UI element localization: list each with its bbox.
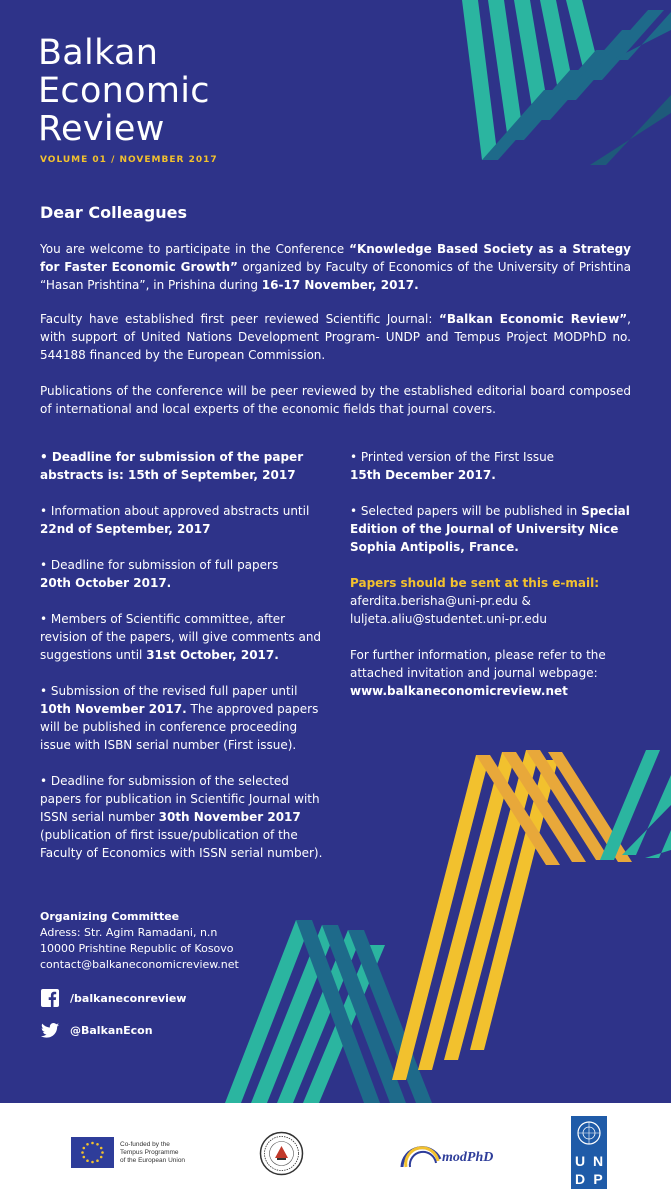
- undp-letter: N: [592, 1153, 604, 1169]
- intro-paragraph: [40, 240, 631, 294]
- info-date: 15th December 2017.: [350, 468, 496, 482]
- undp-logo: [571, 1116, 607, 1189]
- para1-text-1: You are welcome to participate in the Conference: [40, 242, 350, 256]
- top-ribbon: [462, 0, 671, 165]
- title-line-2: Economic: [38, 71, 210, 111]
- para1-text-2: organized by Faculty of Economics of the University of Prishtina “Hasan Prishtina”, in Prishina during: [40, 260, 632, 292]
- info-text: • Selected papers will be published in: [350, 504, 582, 518]
- info-column: [350, 448, 640, 718]
- title-line-3: Review: [38, 109, 165, 149]
- modphd-text: modPhD: [442, 1150, 494, 1165]
- deadline-item: [40, 772, 330, 862]
- deadline-text: • Members of Scientific committee, after revision of the papers, will give comments and suggestions until: [40, 612, 322, 662]
- deadline-item: [40, 556, 330, 592]
- abstract-deadline: • Deadline for submission of the paper abstracts is: 15th of September, 2017: [40, 450, 304, 482]
- eu-text-line: Co-funded by the: [120, 1140, 170, 1148]
- eu-tempus-logo: [71, 1137, 185, 1168]
- greeting-heading: Dear Colleagues: [40, 203, 187, 222]
- deadline-date: 30th November 2017: [158, 810, 301, 824]
- deadline-text: • Information about approved abstracts until: [40, 504, 310, 518]
- email-link-1[interactable]: aferdita.berisha@uni-pr.edu &: [350, 594, 531, 608]
- special-edition: Special Edition of the Journal of University Nice Sophia Antipolis, France.: [350, 504, 630, 554]
- deadlines-column: [40, 448, 330, 880]
- journal-title: [38, 34, 210, 148]
- journal-name: “Balkan Economic Review”: [438, 312, 628, 326]
- address-line-1: Adress: Str. Agim Ramadani, n.n: [40, 926, 218, 939]
- deadline-date: 20th October 2017.: [40, 576, 172, 590]
- contact-email[interactable]: contact@balkaneconomicreview.net: [40, 958, 239, 971]
- deadline-text: (publication of first issue/publication of the Faculty of Economics with ISSN serial number).: [40, 828, 323, 860]
- deadline-item: [40, 502, 330, 538]
- info-text: For further information, please refer to the attached invitation and journal webpage:: [350, 648, 606, 680]
- facebook-link[interactable]: [40, 988, 186, 1008]
- journal-paragraph: [40, 310, 631, 364]
- title-line-1: Balkan: [38, 33, 159, 73]
- volume-label: VOLUME 01 / NOVEMBER 2017: [40, 155, 218, 165]
- twitter-link[interactable]: [40, 1020, 153, 1040]
- eu-text-line: of the European Union: [120, 1156, 186, 1164]
- undp-letters: [571, 1152, 607, 1188]
- eu-flag-icon: [71, 1137, 114, 1168]
- university-seal-logo: [259, 1131, 304, 1176]
- para2-text-2: , with support of United Nations Development Program- UNDP and Tempus Project MODPhD no. 544188 financed by the European Commission.: [40, 312, 631, 362]
- eu-cofunded-text: [120, 1141, 185, 1165]
- deadline-text: • Deadline for submission of full papers: [40, 558, 279, 572]
- website-block: [350, 646, 640, 700]
- para2-text-1: Faculty have established first peer reviewed Scientific Journal:: [40, 312, 439, 326]
- deadline-date: 10th November 2017.: [40, 702, 187, 716]
- conference-name: “Knowledge Based Society as a Strategy for Faster Economic Growth”: [40, 242, 631, 274]
- email-block: [350, 574, 640, 628]
- bottom-ribbon-yellow: [392, 750, 632, 1080]
- undp-letter: U: [574, 1153, 586, 1169]
- footer-logos: [0, 1103, 671, 1200]
- eu-text-line: Tempus Programme: [120, 1148, 179, 1156]
- undp-letter: P: [593, 1171, 603, 1187]
- deadline-text: The approved papers will be published in conference proceeding issue with ISBN serial number (First issue).: [40, 702, 319, 752]
- deadline-item: [40, 682, 330, 754]
- deadline-text: • Submission of the revised full paper until: [40, 684, 298, 698]
- undp-letter: D: [574, 1171, 586, 1187]
- facebook-handle: /balkaneconreview: [70, 991, 187, 1005]
- conference-dates: 16-17 November, 2017.: [261, 278, 419, 292]
- deadline-item: [40, 448, 330, 484]
- address-line-2: 10000 Prishtine Republic of Kosovo: [40, 942, 234, 955]
- website-link[interactable]: www.balkaneconomicreview.net: [350, 684, 568, 698]
- organizing-committee: [40, 909, 239, 973]
- info-text: • Printed version of the First Issue: [350, 450, 555, 464]
- twitter-icon: [40, 1020, 60, 1040]
- modphd-logo: [400, 1139, 500, 1169]
- deadline-date: 22nd of September, 2017: [40, 522, 211, 536]
- un-emblem-icon: [571, 1116, 607, 1150]
- twitter-handle: @BalkanEcon: [70, 1023, 153, 1037]
- email-heading: Papers should be sent at this e-mail:: [350, 576, 600, 590]
- deadline-text: • Deadline for submission of the selected papers for publication in Scientific Journal with ISSN serial number: [40, 774, 320, 824]
- facebook-icon: [40, 988, 60, 1008]
- email-link-2[interactable]: luljeta.aliu@studentet.uni-pr.edu: [350, 612, 548, 626]
- deadline-date: 31st October, 2017.: [146, 648, 279, 662]
- deadline-item: [40, 610, 330, 664]
- publications-paragraph: Publications of the conference will be peer reviewed by the established editorial board composed of international and local experts of the economic fields that journal covers.: [40, 384, 631, 416]
- organizing-heading: Organizing Committee: [40, 910, 180, 923]
- info-item: [350, 448, 640, 484]
- bottom-ribbon-teal-right: [600, 750, 671, 860]
- info-item: [350, 502, 640, 556]
